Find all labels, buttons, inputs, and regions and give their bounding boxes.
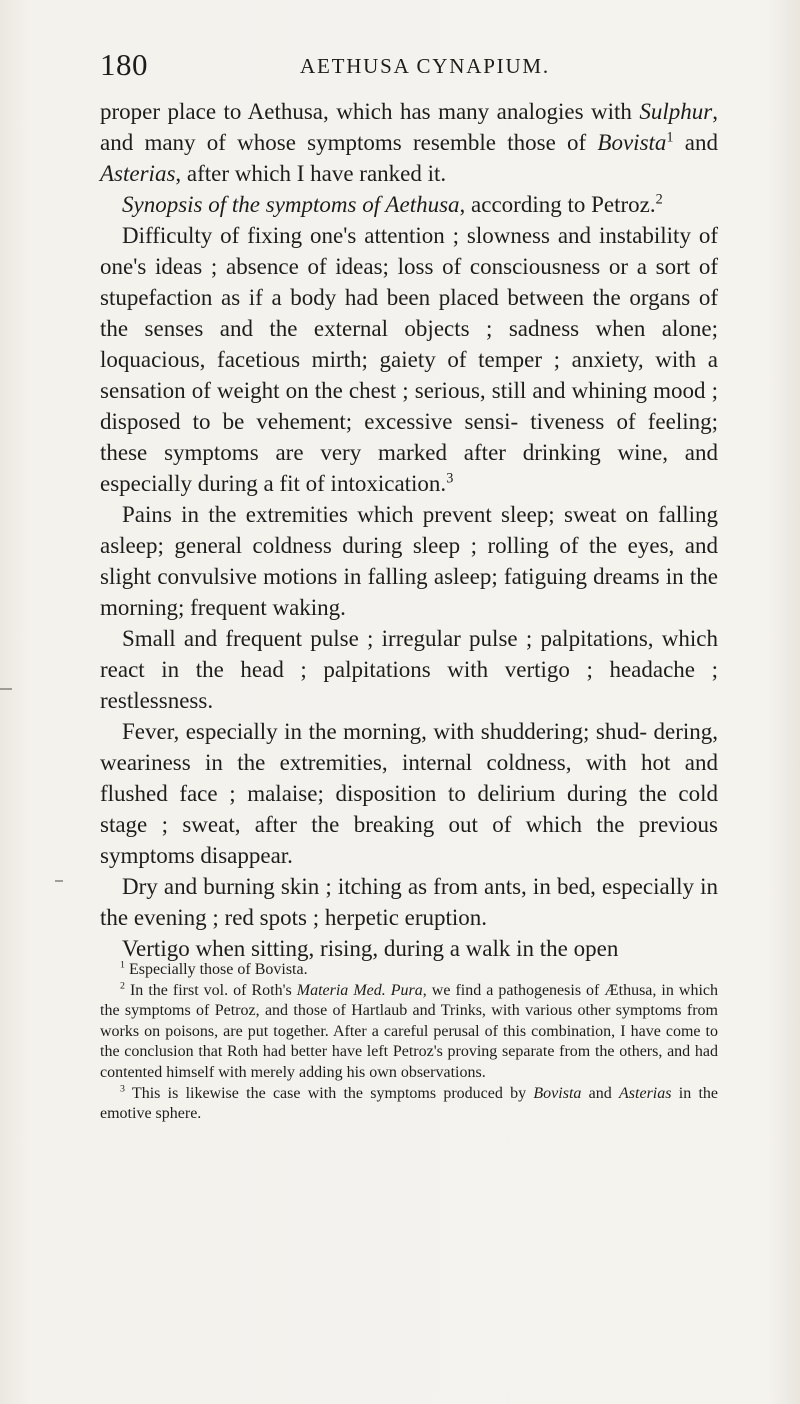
footnote-ref: 1 — [666, 129, 674, 146]
paragraph-5: Small and frequent pulse ; irregular pulse ; palpitations, which react in the head ; palpitations with vertigo ; headache ; restlessness. — [100, 626, 718, 713]
page-header — [100, 48, 720, 82]
paragraph-7: Dry and burning skin ; itching as from ants, in bed, especially in the evening ; red spots ; herpetic eruption. — [100, 874, 718, 930]
paragraph-2: Synopsis of the symptoms of Aethusa, according to Petroz.$^2$ — [122, 191, 663, 217]
paragraph-4: Pains in the extremities which prevent sleep; sweat on falling asleep; general coldness during sleep ; rolling of the eyes, and slight convulsive motions in falling asleep; fatiguing dreams in the morning; frequent waking. — [100, 502, 718, 620]
page-number: 180 — [100, 47, 148, 82]
body-text — [100, 96, 718, 964]
footnote-ref: 3 — [446, 470, 454, 487]
margin-mark — [0, 688, 12, 690]
running-head: AETHUSA CYNAPIUM. — [300, 54, 550, 78]
margin-mark — [55, 880, 63, 882]
footnote-3: $^3$ This is likewise the case with the symptoms produced by Bovista and Asterias in the emotive sphere. — [100, 1083, 719, 1123]
paragraph-1: proper place to Aethusa, which has many analogies with Sulphur, and many of whose symptoms resemble those of Bovista$^1$ and Asterias, after which I have ranked it. — [100, 99, 718, 186]
paragraph-8: Vertigo when sitting, rising, during a walk in the open — [122, 936, 619, 961]
footnotes — [100, 960, 718, 1125]
footnote-ref: 2 — [655, 191, 663, 208]
footnote-1: $^1$ Especially those of Bovista. — [120, 959, 308, 978]
footnote-2: $^2$ In the first vol. of Roth's Materia Med. Pura, we find a pathogenesis of Æthusa, in which the symptoms of Petroz, and those of Hartlaub and Trinks, with various other symptoms from works on poisons, are put together. After a careful perusal of this combination, I have come to the conclusion that Roth had better have left Petroz's proving separate from the others, and had contented himself with merely adding his own observations. — [100, 980, 718, 1081]
paragraph-3: Difficulty of fixing one's attention ; slowness and instability of one's ideas ; absence of ideas; loss of consciousness or a sort of stupefaction as if a body had been placed between the organs of the senses and the external objects ; sadness when alone; loquacious, facetious mirth; gaiety of temper ; anxiety, with a sensation of weight on the chest ; serious, still and whining mood ; disposed to be vehement; excessive sensi- tiveness of feeling; these symptoms are very marked after drinking wine, and especially during a fit of intoxication.$^3$ — [100, 223, 718, 496]
paragraph-6: Fever, especially in the morning, with shuddering; shud- dering, weariness in the extremities, internal coldness, with hot and flushed face ; malaise; disposition to delirium during the cold stage ; sweat, after the breaking out of which the previous symptoms disappear. — [100, 719, 718, 868]
